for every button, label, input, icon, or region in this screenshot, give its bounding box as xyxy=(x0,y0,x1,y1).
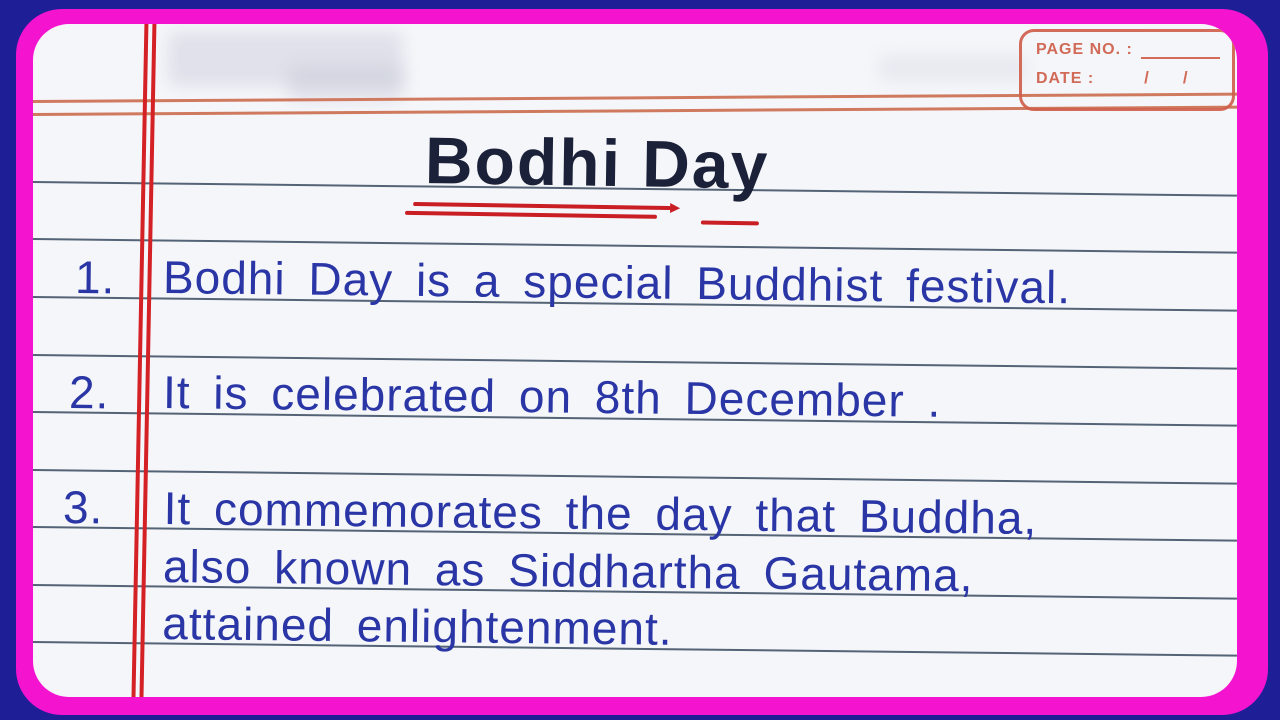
smudge-mark xyxy=(878,54,1028,82)
smudge-mark xyxy=(288,66,403,100)
title-underline xyxy=(413,202,783,232)
date-label: DATE : xyxy=(1036,70,1095,87)
note-number: 2. xyxy=(68,366,110,419)
note-line: attained enlightenment. xyxy=(162,596,673,655)
page-no-label: PAGE NO. : xyxy=(1036,41,1133,58)
note-line: It commemorates the day that Buddha, xyxy=(163,482,1038,544)
title-underline-stroke xyxy=(701,221,759,225)
date-slash: / xyxy=(1182,68,1188,87)
page-info-box xyxy=(1019,29,1235,111)
note-title: Bodhi Day xyxy=(424,123,770,203)
margin-line xyxy=(130,24,157,697)
title-underline-stroke xyxy=(405,211,657,218)
note-item xyxy=(162,480,1038,662)
date-slash: / xyxy=(1144,68,1149,87)
page-no-blank-line xyxy=(1141,43,1220,59)
note-number: 3. xyxy=(62,481,104,534)
note-line: It is celebrated on 8th December . xyxy=(162,366,942,427)
date-row xyxy=(1036,68,1220,88)
page-no-row xyxy=(1036,41,1220,59)
note-line: Bodhi Day is a special Buddhist festival. xyxy=(162,251,1072,314)
note-line: also known as Siddhartha Gautama, xyxy=(162,539,974,601)
note-number: 1. xyxy=(74,251,116,304)
title-underline-stroke xyxy=(413,202,671,210)
notebook-paper xyxy=(33,24,1237,697)
